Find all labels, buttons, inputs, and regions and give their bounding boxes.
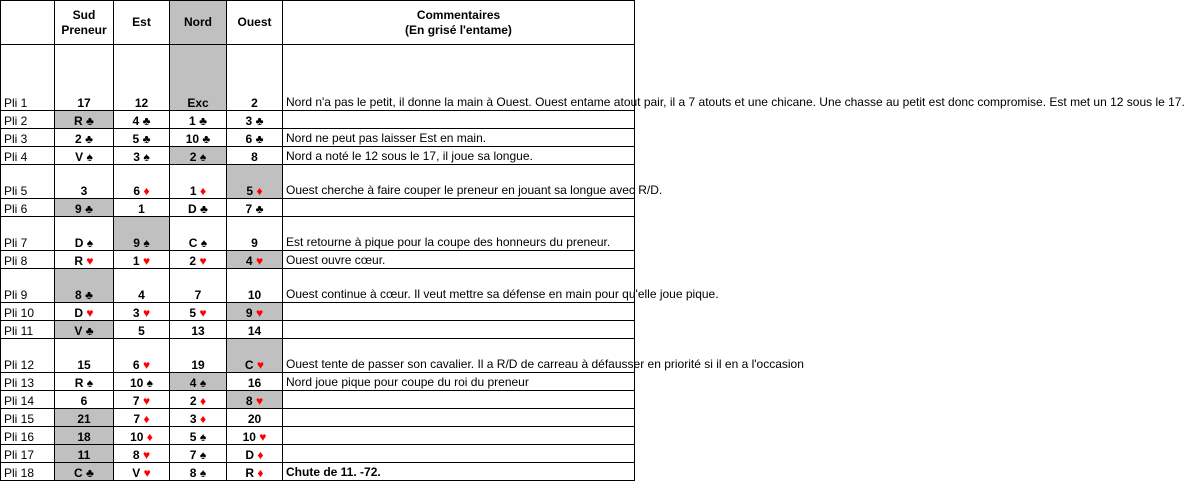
card-ouest — [227, 321, 283, 339]
trick-label: Pli 12 — [1, 339, 55, 373]
comment-cell — [283, 199, 635, 217]
diamond-suit-icon: ♦ — [140, 412, 150, 426]
card-sud — [55, 463, 114, 481]
trick-label: Pli 4 — [1, 147, 55, 165]
card-value: C — [188, 236, 198, 250]
trick-label: Pli 2 — [1, 111, 55, 129]
card-sud — [55, 217, 114, 251]
card-value: V — [74, 324, 83, 338]
trick-label: Pli 3 — [1, 129, 55, 147]
card-ouest — [227, 339, 283, 373]
card-sud — [55, 339, 114, 373]
spade-suit-icon: ♠ — [196, 466, 207, 480]
card-nord — [170, 251, 227, 269]
card-est — [114, 251, 170, 269]
header-ouest: Ouest — [227, 1, 283, 45]
card-value: 1 — [189, 184, 197, 198]
trick-row — [1, 199, 635, 217]
comment-cell — [283, 391, 635, 409]
card-nord — [170, 199, 227, 217]
card-value: 7 — [245, 202, 253, 216]
heart-suit-icon: ♥ — [139, 358, 151, 372]
card-value: 5 — [189, 430, 197, 444]
card-value: D — [188, 202, 197, 216]
card-nord — [170, 147, 227, 165]
card-value: 7 — [189, 448, 197, 462]
card-ouest — [227, 409, 283, 427]
card-value: 1 — [189, 114, 196, 128]
diamond-suit-icon: ♦ — [254, 466, 264, 480]
card-value: 2 — [75, 132, 82, 146]
card-value: 2 — [189, 394, 197, 408]
diamond-suit-icon: ♦ — [143, 430, 153, 444]
card-est — [114, 463, 170, 481]
card-ouest — [227, 269, 283, 303]
card-nord — [170, 339, 227, 373]
card-ouest — [227, 165, 283, 199]
card-sud — [55, 165, 114, 199]
card-nord — [170, 409, 227, 427]
card-nord — [170, 463, 227, 481]
card-sud — [55, 373, 114, 391]
card-value: 6 — [132, 358, 140, 372]
card-value: 3 — [189, 412, 197, 426]
header-sud — [55, 1, 114, 45]
heart-suit-icon: ♥ — [83, 254, 94, 268]
heart-suit-icon: ♥ — [252, 254, 264, 268]
card-sud — [55, 321, 114, 339]
comment-cell: Nord ne peut pas laisser Est en main. — [283, 129, 635, 147]
card-value: 10 — [129, 376, 144, 390]
card-sud — [55, 45, 114, 111]
card-value: 9 — [245, 306, 253, 320]
trick-row — [1, 321, 635, 339]
comment-cell: Nord joue pique pour coupe du roi du preneur — [283, 373, 635, 391]
card-sud — [55, 111, 114, 129]
card-nord — [170, 321, 227, 339]
card-value: 8 — [132, 448, 140, 462]
club-suit-icon: ♣ — [252, 202, 264, 216]
comment-cell: Ouest ouvre cœur. — [283, 251, 635, 269]
header-commentaires-label: Commentaires (En grisé l'entame) — [405, 7, 512, 37]
card-value: 20 — [247, 412, 262, 426]
club-suit-icon: ♣ — [82, 466, 94, 480]
card-value: 6 — [245, 132, 253, 146]
card-sud — [55, 445, 114, 463]
card-est — [114, 391, 170, 409]
trick-row — [1, 373, 635, 391]
card-est — [114, 45, 170, 111]
club-suit-icon: ♣ — [81, 132, 93, 146]
comment-cell: Nord a noté le 12 sous le 17, il joue sa longue. — [283, 147, 635, 165]
diamond-suit-icon: ♦ — [253, 184, 263, 198]
card-value: 6 — [80, 394, 88, 408]
comment-cell — [283, 427, 635, 445]
trick-label: Pli 9 — [1, 269, 55, 303]
card-value: 3 — [245, 114, 253, 128]
club-suit-icon: ♣ — [195, 114, 207, 128]
trick-label: Pli 16 — [1, 427, 55, 445]
club-suit-icon: ♣ — [196, 202, 208, 216]
card-value: 8 — [189, 466, 197, 480]
card-value: C — [244, 358, 254, 372]
card-value: 21 — [77, 412, 91, 426]
card-sud — [55, 251, 114, 269]
diamond-suit-icon: ♦ — [196, 184, 207, 198]
card-sud — [55, 269, 114, 303]
card-ouest — [227, 199, 283, 217]
trick-label: Pli 13 — [1, 373, 55, 391]
card-sud — [55, 427, 114, 445]
trick-row — [1, 269, 635, 303]
header-pli — [1, 1, 55, 45]
spade-suit-icon: ♠ — [196, 430, 207, 444]
card-value: V — [132, 466, 141, 480]
spade-suit-icon: ♠ — [196, 150, 207, 164]
card-value: 9 — [251, 236, 258, 250]
card-value: R — [74, 376, 84, 390]
card-value: 7 — [194, 288, 202, 302]
diamond-suit-icon: ♦ — [140, 184, 150, 198]
card-ouest — [227, 111, 283, 129]
card-value: 14 — [247, 324, 262, 338]
heart-suit-icon: ♥ — [253, 358, 265, 372]
card-value: 1 — [132, 254, 140, 268]
club-suit-icon: ♣ — [81, 288, 93, 302]
header-sud-label: Sud Preneur — [61, 7, 107, 37]
card-value: 7 — [132, 394, 140, 408]
card-est — [114, 427, 170, 445]
trick-row — [1, 409, 635, 427]
card-value: 16 — [247, 376, 262, 390]
comment-cell: Ouest cherche à faire couper le preneur en jouant sa longue avec R/D. — [283, 165, 635, 199]
header-nord: Nord — [170, 1, 227, 45]
card-est — [114, 269, 170, 303]
trick-label: Pli 18 — [1, 463, 55, 481]
club-suit-icon: ♣ — [139, 132, 151, 146]
card-nord — [170, 427, 227, 445]
spade-suit-icon: ♠ — [83, 376, 94, 390]
trick-row — [1, 303, 635, 321]
card-value: 3 — [132, 306, 140, 320]
card-value: 5 — [132, 132, 140, 146]
card-est — [114, 321, 170, 339]
card-value: 4 — [245, 254, 253, 268]
card-value: D — [74, 236, 84, 250]
card-value: 5 — [138, 324, 145, 338]
card-value: 5 — [189, 306, 197, 320]
card-sud — [55, 391, 114, 409]
card-ouest — [227, 373, 283, 391]
heart-suit-icon: ♥ — [252, 394, 264, 408]
trick-label: Pli 17 — [1, 445, 55, 463]
spade-suit-icon: ♠ — [139, 236, 150, 250]
comment-cell: Chute de 11. -72. — [283, 463, 635, 481]
card-ouest — [227, 445, 283, 463]
trick-label: Pli 11 — [1, 321, 55, 339]
heart-suit-icon: ♥ — [196, 306, 207, 320]
header-row — [1, 1, 635, 45]
header-commentaires — [283, 1, 635, 45]
card-nord — [170, 111, 227, 129]
spade-suit-icon: ♠ — [83, 236, 94, 250]
heart-suit-icon: ♥ — [83, 306, 94, 320]
card-value: R — [74, 114, 83, 128]
card-nord — [170, 165, 227, 199]
card-sud — [55, 129, 114, 147]
trick-row — [1, 391, 635, 409]
comment-cell: Nord n'a pas le petit, il donne la main à Ouest. Ouest entame atout pair, il a 7 atouts et une chicane. Une chasse au petit est donc compromise. Est met un 12 sous le 17. — [283, 45, 635, 111]
card-sud — [55, 303, 114, 321]
trick-label: Pli 8 — [1, 251, 55, 269]
card-ouest — [227, 391, 283, 409]
card-nord — [170, 45, 227, 111]
card-value: 2 — [189, 254, 197, 268]
card-value: 10 — [247, 288, 262, 302]
spade-suit-icon: ♠ — [197, 236, 208, 250]
card-est — [114, 165, 170, 199]
card-nord — [170, 445, 227, 463]
card-est — [114, 339, 170, 373]
card-est — [114, 303, 170, 321]
heart-suit-icon: ♥ — [139, 306, 151, 320]
card-nord — [170, 303, 227, 321]
trick-row — [1, 339, 635, 373]
heart-suit-icon: ♥ — [139, 254, 151, 268]
trick-row — [1, 147, 635, 165]
comment-cell — [283, 321, 635, 339]
trick-label: Pli 1 — [1, 45, 55, 111]
diamond-suit-icon: ♦ — [196, 412, 207, 426]
comment-cell — [283, 409, 635, 427]
card-nord — [170, 373, 227, 391]
trick-label: Pli 6 — [1, 199, 55, 217]
card-value: 10 — [185, 132, 200, 146]
trick-row — [1, 463, 635, 481]
spade-suit-icon: ♠ — [196, 448, 207, 462]
card-value: 4 — [132, 114, 140, 128]
spade-suit-icon: ♠ — [196, 376, 207, 390]
trick-row — [1, 111, 635, 129]
comment-cell — [283, 445, 635, 463]
card-value: 13 — [191, 324, 205, 338]
club-suit-icon: ♣ — [252, 132, 264, 146]
card-ouest — [227, 251, 283, 269]
card-value: 9 — [75, 202, 82, 216]
card-value: 4 — [138, 288, 145, 302]
card-nord — [170, 217, 227, 251]
club-suit-icon: ♣ — [81, 202, 93, 216]
comment-cell — [283, 111, 635, 129]
card-nord — [170, 129, 227, 147]
card-value: 11 — [77, 448, 91, 462]
card-value: R — [74, 254, 84, 268]
trick-label: Pli 15 — [1, 409, 55, 427]
card-value: R — [245, 466, 255, 480]
card-value: D — [245, 448, 255, 462]
card-value: 12 — [134, 96, 149, 110]
diamond-suit-icon: ♦ — [196, 394, 207, 408]
club-suit-icon: ♣ — [199, 132, 211, 146]
card-value: 8 — [75, 288, 82, 302]
card-value: 4 — [189, 376, 197, 390]
diamond-suit-icon: ♦ — [254, 448, 264, 462]
card-sud — [55, 409, 114, 427]
trick-label: Pli 14 — [1, 391, 55, 409]
card-value: 3 — [133, 150, 140, 164]
heart-suit-icon: ♥ — [139, 448, 151, 462]
card-ouest — [227, 463, 283, 481]
club-suit-icon: ♣ — [82, 324, 94, 338]
card-value: 8 — [245, 394, 253, 408]
club-suit-icon: ♣ — [252, 114, 264, 128]
card-value: 10 — [130, 430, 144, 444]
card-ouest — [227, 147, 283, 165]
trick-row — [1, 129, 635, 147]
card-value: 7 — [133, 412, 141, 426]
comment-cell: Est retourne à pique pour la coupe des honneurs du preneur. — [283, 217, 635, 251]
heart-suit-icon: ♥ — [255, 430, 267, 444]
card-value: Exc — [187, 96, 209, 110]
card-ouest — [227, 303, 283, 321]
card-value: 6 — [133, 184, 141, 198]
card-est — [114, 373, 170, 391]
card-value: 17 — [77, 96, 91, 110]
trick-row — [1, 427, 635, 445]
card-ouest — [227, 129, 283, 147]
card-value: 9 — [133, 236, 140, 250]
card-est — [114, 445, 170, 463]
card-value: C — [74, 466, 83, 480]
spade-suit-icon: ♠ — [83, 150, 93, 164]
trick-row — [1, 165, 635, 199]
trick-row — [1, 445, 635, 463]
spade-suit-icon: ♠ — [139, 150, 150, 164]
card-est — [114, 409, 170, 427]
card-value: 18 — [77, 430, 91, 444]
card-value: 8 — [251, 150, 258, 164]
card-est — [114, 111, 170, 129]
card-est — [114, 217, 170, 251]
trick-row — [1, 251, 635, 269]
card-value: 15 — [77, 358, 91, 372]
card-nord — [170, 269, 227, 303]
card-est — [114, 199, 170, 217]
card-nord — [170, 391, 227, 409]
card-value: 1 — [138, 202, 145, 216]
heart-suit-icon: ♥ — [196, 254, 207, 268]
trick-label: Pli 7 — [1, 217, 55, 251]
card-sud — [55, 147, 114, 165]
trick-row — [1, 217, 635, 251]
card-value: 10 — [242, 430, 256, 444]
trick-label: Pli 5 — [1, 165, 55, 199]
club-suit-icon: ♣ — [139, 114, 151, 128]
card-ouest — [227, 217, 283, 251]
card-ouest — [227, 427, 283, 445]
card-value: 2 — [251, 96, 258, 110]
header-est: Est — [114, 1, 170, 45]
card-value: 3 — [80, 184, 88, 198]
trick-row — [1, 45, 635, 111]
heart-suit-icon: ♥ — [140, 466, 151, 480]
comment-cell — [283, 303, 635, 321]
card-value: 2 — [189, 150, 197, 164]
comment-cell: Ouest tente de passer son cavalier. Il a R/D de carreau à défausser en priorité si il en a l'occasion — [283, 339, 635, 373]
spade-suit-icon: ♠ — [143, 376, 154, 390]
card-value: V — [75, 150, 84, 164]
card-ouest — [227, 45, 283, 111]
card-sud — [55, 199, 114, 217]
club-suit-icon: ♣ — [82, 114, 94, 128]
card-est — [114, 129, 170, 147]
heart-suit-icon: ♥ — [139, 394, 151, 408]
heart-suit-icon: ♥ — [252, 306, 264, 320]
tricks-body — [1, 45, 1185, 481]
comment-cell: Ouest continue à cœur. Il veut mettre sa défense en main pour qu'elle joue pique. — [283, 269, 635, 303]
card-est — [114, 147, 170, 165]
trick-label: Pli 10 — [1, 303, 55, 321]
card-value: D — [74, 306, 84, 320]
card-value: 5 — [246, 184, 254, 198]
card-value: 19 — [191, 358, 205, 372]
